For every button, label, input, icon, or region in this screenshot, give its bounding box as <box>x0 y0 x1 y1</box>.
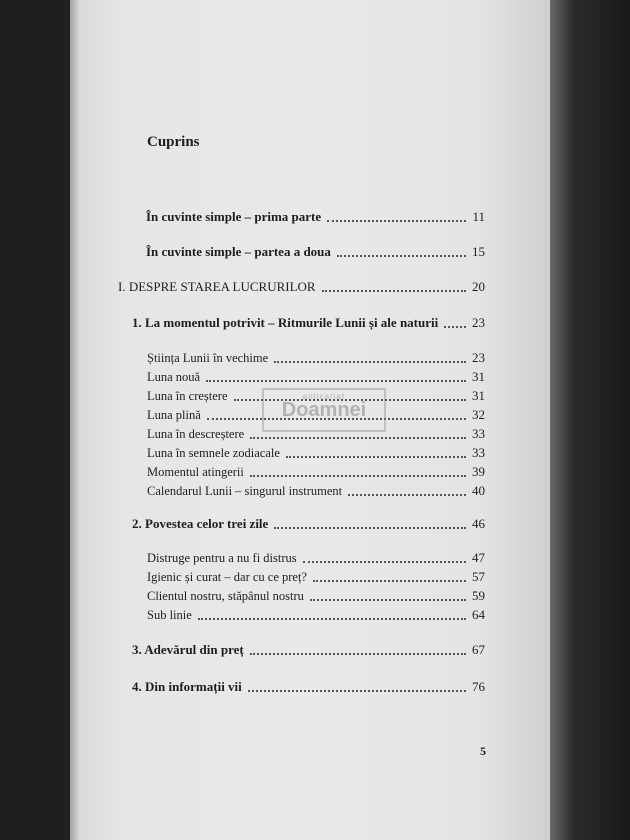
toc-entry-label: Calendarul Lunii – singurul instrument <box>147 484 343 498</box>
toc-entry-page: 23 <box>472 315 485 330</box>
toc-entry-label: 3. Adevărul din preț <box>132 642 244 657</box>
toc-entry-label: Luna plină <box>147 408 201 422</box>
toc-entry-label: Igienic și curat – dar cu ce preț? <box>147 570 307 584</box>
dot-leader <box>348 493 466 496</box>
toc-entry-label: Luna în creștere <box>147 389 228 403</box>
watermark-line1: anticariat <box>302 392 346 401</box>
toc-entry <box>132 679 485 695</box>
toc-entry <box>147 550 485 566</box>
toc-entry-label: Știința Lunii în vechime <box>147 351 269 365</box>
toc-entry-label: În cuvinte simple – prima parte <box>146 209 322 224</box>
dot-leader <box>248 689 466 692</box>
toc-entry <box>147 569 485 585</box>
dot-leader <box>313 579 466 582</box>
toc-entry-page: 31 <box>472 369 485 384</box>
toc-entry-page: 33 <box>472 445 485 460</box>
toc-entry <box>132 642 485 658</box>
toc-entry-page: 67 <box>472 642 485 657</box>
dot-leader <box>286 455 466 458</box>
dot-leader <box>198 617 466 620</box>
dot-leader <box>250 652 466 655</box>
toc-entry-label: 4. Din informații vii <box>132 679 242 694</box>
toc-entry <box>147 464 485 480</box>
toc-entry-page: 46 <box>472 516 485 531</box>
dot-leader <box>322 289 466 292</box>
toc-entry <box>147 369 485 385</box>
toc-entry-label: În cuvinte simple – partea a doua <box>146 244 331 259</box>
toc-entry <box>147 483 485 499</box>
toc-entry-page: 47 <box>472 550 485 565</box>
page-shadow <box>70 0 80 840</box>
toc-entry-label: Sub linie <box>147 608 192 622</box>
toc-entry-label: 1. La momentul potrivit – Ritmurile Lunii și ale naturii <box>132 315 439 330</box>
dot-leader <box>274 360 466 363</box>
dot-leader <box>327 219 466 222</box>
toc-entry-label: Distruge pentru a nu fi distrus <box>147 551 297 565</box>
dot-leader <box>337 254 466 257</box>
toc-entry-page: 23 <box>472 350 485 365</box>
toc-entry <box>118 279 485 295</box>
dot-leader <box>250 474 466 477</box>
page-number: 5 <box>480 744 486 758</box>
toc-entry-page: 11 <box>472 209 485 224</box>
toc-entry <box>147 445 485 461</box>
watermark-line2: Doamnei <box>281 399 367 421</box>
toc-entry-label: Luna nouă <box>147 370 201 384</box>
toc-entry <box>147 588 485 604</box>
toc-entry-page: 20 <box>472 279 485 294</box>
dot-leader <box>274 526 466 529</box>
toc-entry <box>132 315 485 331</box>
toc-entry-label: 2. Povestea celor trei zile <box>132 516 269 531</box>
toc-entry-page: 59 <box>472 588 485 603</box>
dot-leader <box>310 598 466 601</box>
toc-entry-page: 32 <box>472 407 485 422</box>
toc-entry-page: 31 <box>472 388 485 403</box>
watermark-logo <box>262 388 386 432</box>
toc-entry-label: Clientul nostru, stăpânul nostru <box>147 589 304 603</box>
toc-entry-label: I. DESPRE STAREA LUCRURILOR <box>118 279 316 294</box>
toc-entry <box>146 244 485 260</box>
toc-entry <box>147 350 485 366</box>
dot-leader <box>250 436 466 439</box>
toc-entry-page: 39 <box>472 464 485 479</box>
dot-leader <box>444 325 466 328</box>
toc-entry-label: Luna în descreștere <box>147 427 245 441</box>
toc-entry <box>147 607 485 623</box>
toc-entry-page: 64 <box>472 607 485 622</box>
page-title: Cuprins <box>147 134 200 150</box>
toc-entry-page: 40 <box>472 483 485 498</box>
toc-entry-page: 76 <box>472 679 485 694</box>
toc-entry-label: Momentul atingerii <box>147 465 244 479</box>
dot-leader <box>303 560 466 563</box>
toc-entry-label: Luna în semnele zodiacale <box>147 446 280 460</box>
page-edge <box>550 0 630 840</box>
toc-entry-page: 33 <box>472 426 485 441</box>
toc-entry-page: 15 <box>472 244 485 259</box>
dot-leader <box>206 379 466 382</box>
toc-entry-page: 57 <box>472 569 485 584</box>
toc-entry <box>146 209 485 225</box>
toc-entry <box>132 516 485 532</box>
